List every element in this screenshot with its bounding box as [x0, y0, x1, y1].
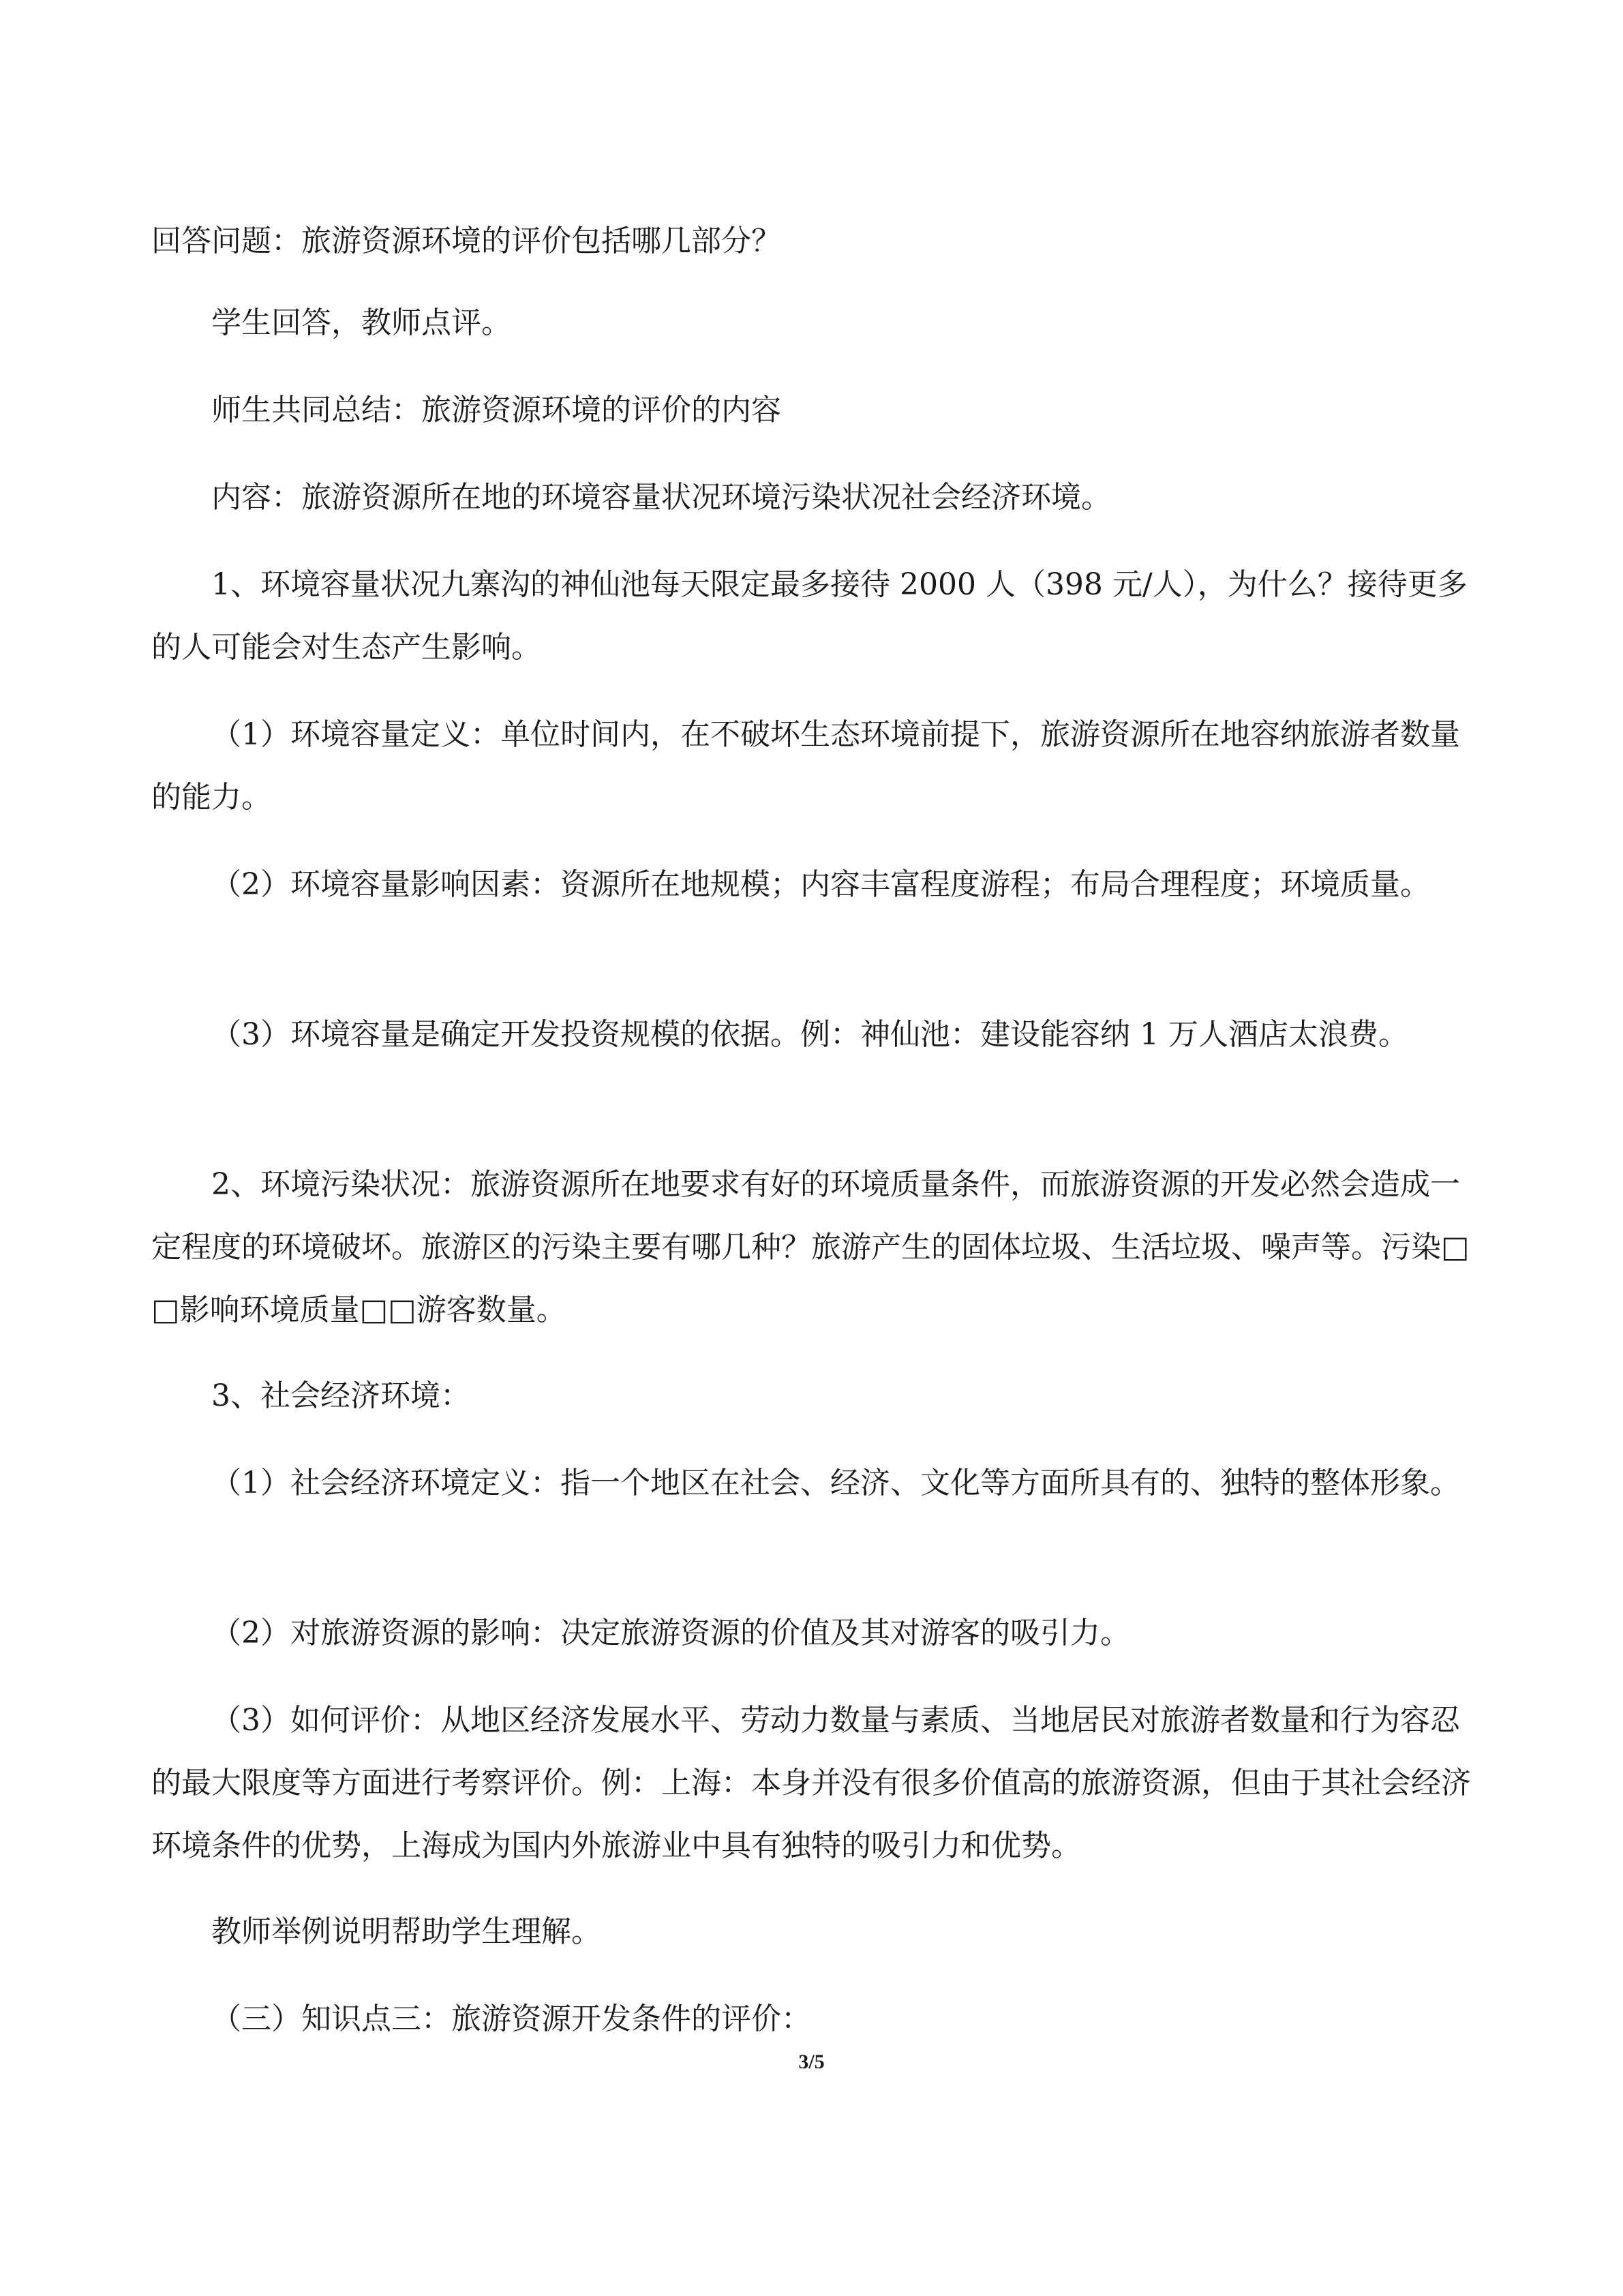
socioeconomic-definition-paragraph: （1）社会经济环境定义：指一个地区在社会、经济、文化等方面所具有的、独特的整体形象。: [211, 1466, 1460, 1500]
capacity-definition-paragraph: （1）环境容量定义：单位时间内，在不破坏生态环境前提下，旅游资源所在地容纳旅游者数量的能力。: [151, 717, 1460, 815]
student-answer-paragraph: 学生回答，教师点评。: [211, 305, 511, 340]
question-paragraph: 回答问题：旅游资源环境的评价包括哪几部分？: [151, 224, 781, 258]
capacity-factors-paragraph: （2）环境容量影响因素：资源所在地规模；内容丰富程度游程；布局合理程度；环境质量。: [211, 867, 1430, 902]
socioeconomic-influence-paragraph: （2）对旅游资源的影响：决定旅游资源的价值及其对游客的吸引力。: [211, 1616, 1130, 1650]
teacher-example-paragraph: 教师举例说明帮助学生理解。: [211, 1914, 601, 1949]
knowledge-point-heading: （三）知识点三：旅游资源开发条件的评价：: [211, 2002, 811, 2036]
page-number: 3/5: [798, 2051, 825, 2073]
capacity-section-paragraph: 1、环境容量状况九寨沟的神仙池每天限定最多接待 2000 人（398 元/人），为什么？接待更多的人可能会对生态产生影响。: [151, 567, 1468, 665]
socioeconomic-heading: 3、社会经济环境：: [211, 1378, 470, 1413]
capacity-basis-paragraph: （3）环境容量是确定开发投资规模的依据。例：神仙池：建设能容纳 1 万人酒店太浪费。: [211, 1017, 1408, 1052]
pollution-section-paragraph: 2、环境污染状况：旅游资源所在地要求有好的环境质量条件，而旅游资源的开发必然会造成一定程度的环境破坏。旅游区的污染主要有哪几种？旅游产生的固体垃圾、生活垃圾、噪声等。污染□□影响环境质量□□游客数量。: [151, 1167, 1470, 1327]
socioeconomic-evaluation-paragraph: （3）如何评价：从地区经济发展水平、劳动力数量与素质、当地居民对旅游者数量和行为容忍的最大限度等方面进行考察评价。例：上海：本身并没有很多价值高的旅游资源，但由于其社会经济环境条件的优势，上海成为国内外旅游业中具有独特的吸引力和优势。: [151, 1703, 1471, 1863]
content-paragraph: 内容：旅游资源所在地的环境容量状况环境污染状况社会经济环境。: [211, 480, 1111, 515]
summary-paragraph: 师生共同总结：旅游资源环境的评价的内容: [211, 393, 781, 427]
